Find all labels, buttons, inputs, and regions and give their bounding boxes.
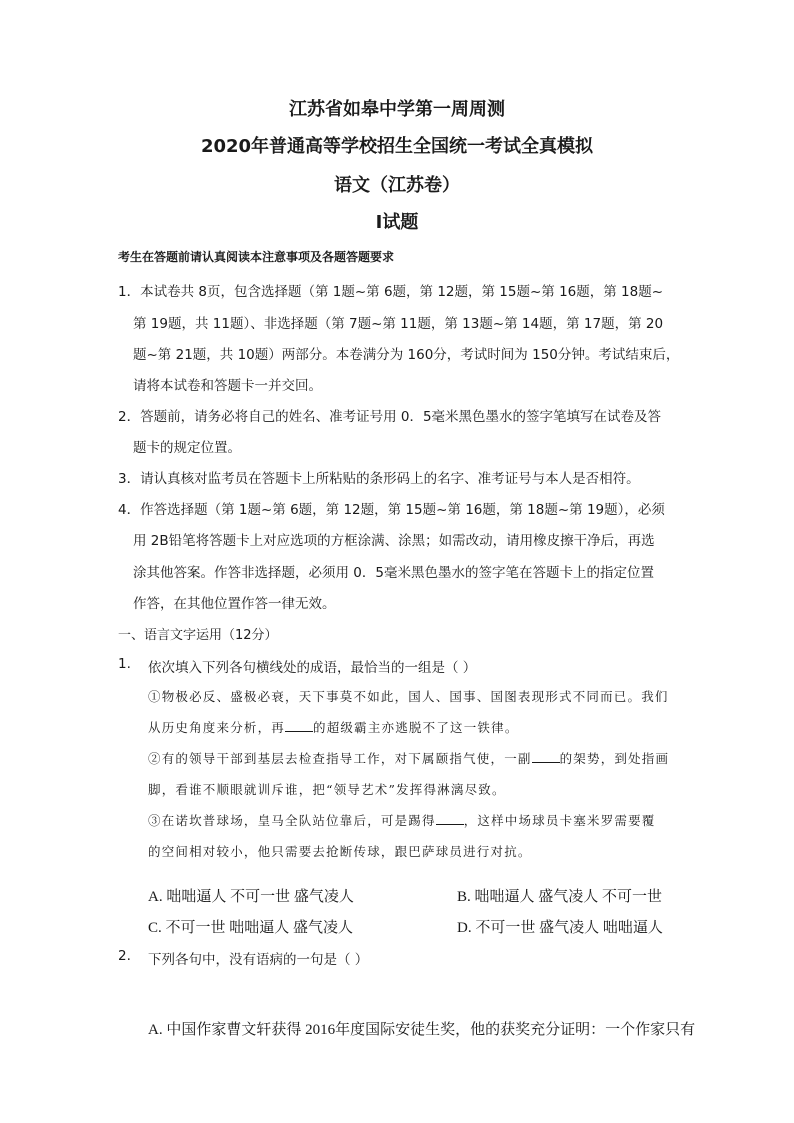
section-heading: 一、语言文字运用（12分） bbox=[118, 628, 278, 643]
school-title: 江苏省如皋中学第一周周测 bbox=[289, 99, 505, 120]
fill-blank bbox=[436, 823, 464, 825]
notice-line: 请将本试卷和答题卡一并交回。 bbox=[133, 378, 322, 394]
notice-line: 1．本试卷共 8页，包含选择题（第 1题~第 6题，第 12题，第 15题~第 16题，第 18题~ bbox=[118, 284, 664, 300]
sentence-text: ③在诺坎普球场，皇马全队站位靠后，可是踢得 bbox=[148, 813, 436, 828]
option-a[interactable]: A. 中国作家曹文轩获得 2016年度国际安徒生奖，他的获奖充分证明：一个作家只有 bbox=[148, 1022, 696, 1038]
sentence-1-line-1: ①物极必反、盛极必衰，天下事莫不如此，国人、国事、国图表现形式不同而已。我们 bbox=[148, 689, 669, 704]
notice-line: 2．答题前，请务必将自己的姓名、准考证号用 0．5毫米黑色墨水的签字笔填写在试卷及答 bbox=[118, 409, 662, 425]
part-title: I试题 bbox=[375, 212, 419, 233]
notice-line: 第 19题，共 11题）、非选择题（第 7题~第 11题，第 13题~第 14题，第 17题，第 20 bbox=[133, 316, 664, 332]
notice-line: 3．请认真核对监考员在答题卡上所粘贴的条形码上的名字、准考证号与本人是否相符。 bbox=[118, 471, 640, 487]
option-b[interactable]: B. 咄咄逼人 盛气凌人 不可一世 bbox=[457, 889, 663, 905]
sentence-2-line-1 bbox=[148, 749, 669, 767]
sentence-3-line-2: 的空间相对较小，他只需要去抢断传球，跟巴萨球员进行对抗。 bbox=[148, 844, 532, 859]
option-a[interactable]: A. 咄咄逼人 不可一世 盛气凌人 bbox=[148, 889, 354, 905]
sentence-text: 的超级霸主亦逃脱不了这一铁律。 bbox=[313, 720, 519, 735]
sentence-text: ②有的领导干部到基层去检查指导工作，对下属颐指气使，一副 bbox=[148, 751, 532, 766]
option-c[interactable]: C. 不可一世 咄咄逼人 盛气凌人 bbox=[148, 920, 354, 936]
option-d[interactable]: D. 不可一世 盛气凌人 咄咄逼人 bbox=[457, 920, 663, 936]
notice-heading: 考生在答题前请认真阅读本注意事项及各题答题要求 bbox=[118, 250, 395, 264]
exam-title: 2020年普通高等学校招生全国统一考试全真模拟 bbox=[200, 136, 594, 157]
fill-blank bbox=[532, 761, 560, 763]
notice-line: 作答，在其他位置作答一律无效。 bbox=[133, 596, 336, 612]
notice-line: 题卡的规定位置。 bbox=[133, 440, 241, 456]
sentence-text: 的架势，到处指画 bbox=[559, 751, 670, 766]
sentence-2-line-2: 脚，看谁不顺眼就训斥谁，把“领导艺术”发挥得淋漓尽致。 bbox=[148, 782, 506, 797]
fill-blank bbox=[285, 730, 313, 732]
question-1-number: 1. bbox=[118, 656, 131, 672]
subject-title: 语文（江苏卷） bbox=[334, 175, 460, 196]
notice-line: 4．作答选择题（第 1题~第 6题，第 12题，第 15题~第 16题，第 18题~第 19题），必须 bbox=[118, 502, 665, 518]
notice-line: 涂其他答案。作答非选择题，必须用 0．5毫米黑色墨水的签字笔在答题卡上的指定位置 bbox=[133, 565, 654, 581]
question-2-number: 2. bbox=[118, 948, 131, 964]
sentence-text: 从历史角度来分析，再 bbox=[148, 720, 286, 735]
sentence-1-line-2 bbox=[148, 718, 519, 736]
question-1-stem: 依次填入下列各句横线处的成语，最恰当的一组是（ ） bbox=[148, 660, 477, 676]
sentence-text: ，这样中场球员卡塞米罗需要覆 bbox=[463, 813, 656, 828]
question-2-stem: 下列各句中，没有语病的一句是（ ） bbox=[148, 952, 369, 968]
notice-line: 题~第 21题，共 10题）两部分。本卷满分为 160分，考试时间为 150分钟。考试结束后， bbox=[133, 347, 680, 363]
sentence-3-line-1 bbox=[148, 811, 656, 829]
notice-line: 用 2B铅笔将答题卡上对应选项的方框涂满、涂黑；如需改动，请用橡皮擦干净后，再选 bbox=[133, 533, 655, 549]
